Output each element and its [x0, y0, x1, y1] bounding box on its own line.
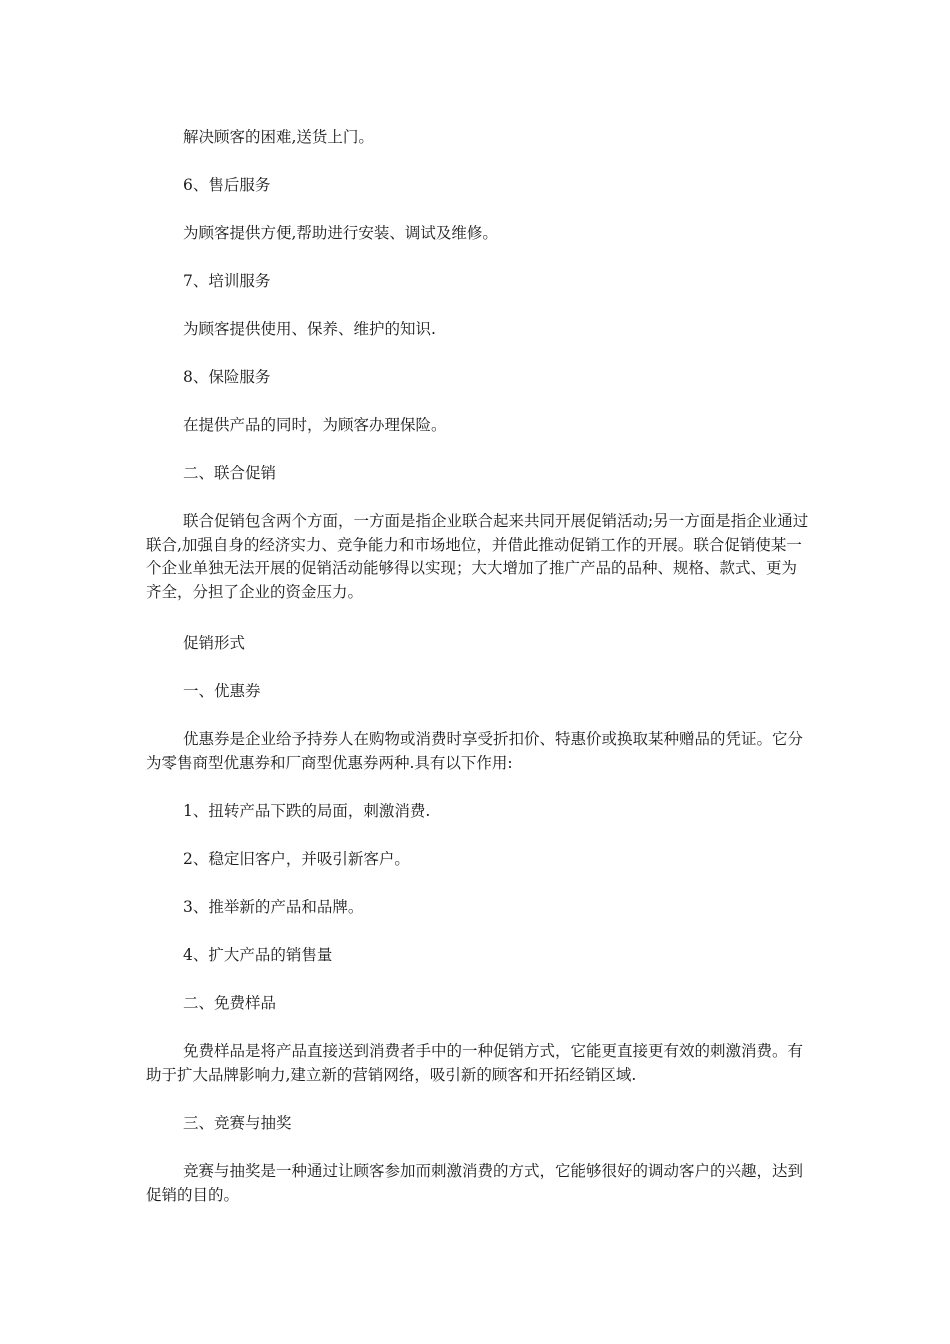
paragraph-after-sales: 为顾客提供方便,帮助进行安装、调试及维修。 [183, 224, 498, 242]
heading-promotion-forms: 促销形式 [183, 634, 246, 652]
paragraph-training: 为顾客提供使用、保养、维护的知识. [183, 320, 436, 338]
heading-contests: 三、竞赛与抽奖 [183, 1114, 292, 1132]
list-item-4: 4、扩大产品的销售量 [183, 946, 333, 964]
paragraph-insurance: 在提供产品的同时，为顾客办理保险。 [183, 416, 447, 434]
list-item-1: 1、扭转产品下跌的局面，刺激消费. [183, 802, 431, 820]
heading-after-sales: 6、售后服务 [183, 176, 271, 194]
paragraph-delivery: 解决顾客的困难,送货上门。 [183, 128, 374, 146]
paragraph-joint-promotion: 联合促销包含两个方面，一方面是指企业联合起来共同开展促销活动;另一方面是指企业通过联合,加强自身的经济实力、竞争能力和市场地位，并借此推动促销工作的开展。联合促销使某一个企业单独无法开展的促销活动能够得以实现；大大增加了推广产品的品种、规格、款式、更为齐全，分担了企业的资金压力。 [146, 512, 809, 601]
paragraph-coupons: 优惠券是企业给予持券人在购物或消费时享受折扣价、特惠价或换取某种赠品的凭证。它分为零售商型优惠券和厂商型优惠券两种.具有以下作用: [146, 730, 804, 772]
list-item-3: 3、推举新的产品和品牌。 [183, 898, 364, 916]
heading-joint-promotion: 二、联合促销 [183, 464, 277, 482]
paragraph-contests: 竞赛与抽奖是一种通过让顾客参加而刺激消费的方式，它能够很好的调动客户的兴趣，达到促销的目的。 [146, 1162, 804, 1204]
paragraph-free-samples: 免费样品是将产品直接送到消费者手中的一种促销方式，它能更直接更有效的刺激消费。有助于扩大品牌影响力,建立新的营销网络，吸引新的顾客和开拓经销区域. [146, 1042, 804, 1084]
list-item-2: 2、稳定旧客户，并吸引新客户。 [183, 850, 410, 868]
heading-free-samples: 二、免费样品 [183, 994, 277, 1012]
heading-training: 7、培训服务 [183, 272, 271, 290]
heading-insurance: 8、保险服务 [183, 368, 271, 386]
heading-coupons: 一、优惠券 [183, 682, 261, 700]
